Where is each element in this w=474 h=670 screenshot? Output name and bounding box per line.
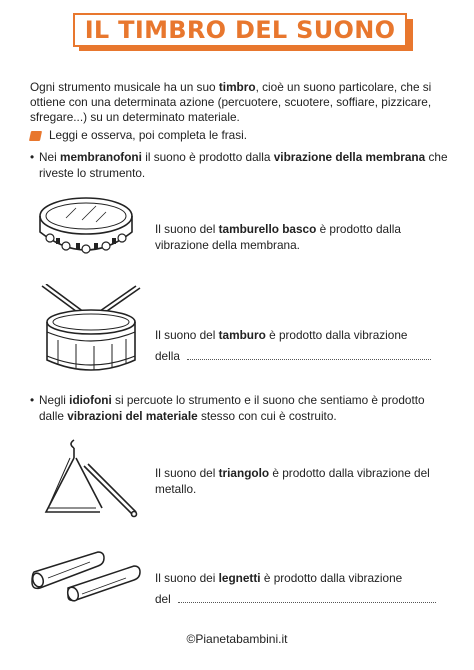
intro-text: Ogni strumento musicale ha un suo bbox=[30, 80, 219, 94]
bullet-dot: • bbox=[30, 150, 35, 164]
item-tamburo bbox=[155, 328, 445, 364]
item-bold: legnetti bbox=[218, 571, 261, 585]
bullet-text: Nei bbox=[39, 150, 60, 164]
item-bold: tamburo bbox=[218, 328, 266, 342]
instruction-text: Leggi e osserva, poi completa le frasi. bbox=[49, 128, 248, 142]
item-text: è prodotto dalla vibrazione del metallo. bbox=[155, 466, 430, 496]
item-blank-prefix: della bbox=[155, 348, 180, 363]
bullet-text: che riveste lo strumento. bbox=[39, 150, 448, 180]
item-tamburello bbox=[155, 222, 445, 253]
intro-bold-term: timbro bbox=[218, 80, 256, 94]
item-text: è prodotto dalla vibrazione della membrana. bbox=[155, 222, 401, 252]
item-legnetti bbox=[155, 571, 445, 607]
item-bold: triangolo bbox=[218, 466, 270, 480]
item-text: Il suono del bbox=[155, 328, 219, 342]
item-text: è prodotto dalla vibrazione bbox=[265, 328, 408, 342]
bullet-bold: vibrazioni del materiale bbox=[67, 408, 198, 423]
bullet-bold: idiofoni bbox=[69, 393, 112, 407]
bullet-bold: membranofoni bbox=[59, 150, 142, 164]
drum-drawing bbox=[36, 284, 146, 380]
triangle-drawing bbox=[40, 438, 140, 528]
item-bold: tamburello basco bbox=[218, 222, 317, 236]
bullet-text: stesso con cui è costruito. bbox=[197, 408, 337, 423]
intro-paragraph bbox=[30, 80, 450, 126]
item-text: Il suono del bbox=[155, 466, 219, 480]
claves-drawing bbox=[30, 538, 145, 602]
bullet-bold: vibrazione della membrana bbox=[273, 150, 426, 164]
answer-blank[interactable] bbox=[178, 592, 436, 603]
item-triangolo bbox=[155, 466, 445, 497]
bullet-idiofoni bbox=[30, 393, 450, 424]
intro-text-rest: , cioè un suono particolare, che si ottiene con una determinata azione (percuotere, scuotere, soffiare, pizzicare, sfregare...) su un determinato materiale. bbox=[30, 80, 432, 125]
title-box bbox=[73, 13, 407, 47]
footer-credit: ©Pianetabambini.it bbox=[186, 632, 288, 646]
item-text: Il suono dei bbox=[155, 571, 219, 585]
item-text: Il suono del bbox=[155, 222, 219, 236]
instruction bbox=[30, 128, 450, 143]
book-icon bbox=[29, 131, 42, 141]
page-title: IL TIMBRO DEL SUONO bbox=[84, 16, 396, 44]
answer-blank[interactable] bbox=[187, 349, 431, 360]
bullet-membranofoni bbox=[30, 150, 450, 181]
item-text: è prodotto dalla vibrazione bbox=[260, 571, 403, 585]
tambourine-drawing bbox=[36, 192, 136, 264]
bullet-text: il suono è prodotto dalla bbox=[141, 150, 274, 164]
bullet-text: si percuote lo strumento e il suono che sentiamo è prodotto dalle bbox=[39, 393, 425, 423]
bullet-text: Negli bbox=[39, 393, 70, 407]
bullet-dot: • bbox=[30, 393, 35, 407]
item-blank-prefix: del bbox=[155, 591, 171, 606]
title-banner bbox=[73, 13, 413, 49]
